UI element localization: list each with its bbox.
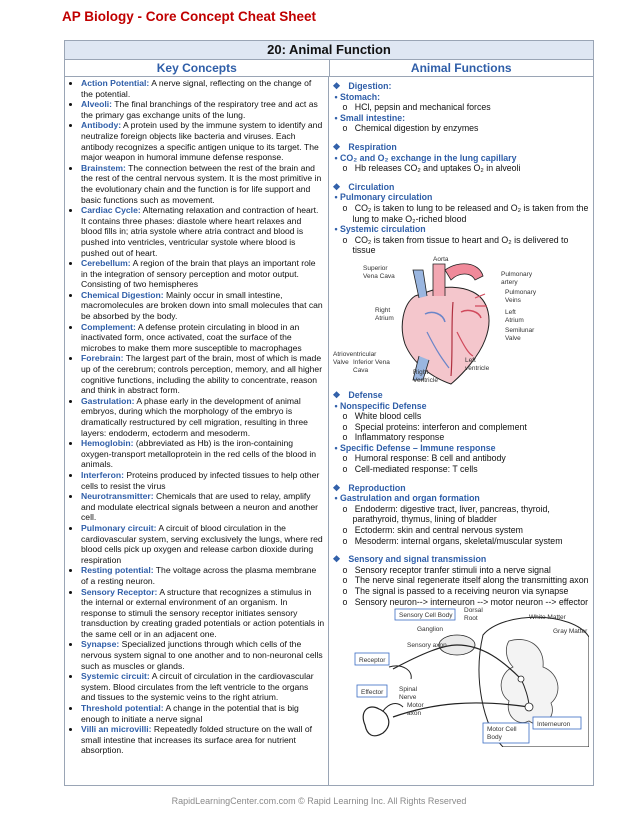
gastrulation-heading: • Gastrulation and organ formation <box>333 493 590 504</box>
pulmonary-heading: • Pulmonary circulation <box>333 192 590 203</box>
label-semilunar-valve: Semilunar Valve <box>504 326 534 342</box>
concept-definition: A change in the potential that is big enough to initiate a nerve signal <box>81 703 299 724</box>
specific-heading: • Specific Defense – Immune response <box>333 443 590 454</box>
heart-diagram <box>333 256 590 388</box>
concept-definition: A circuit of circulation in the cardiovascular system. Blood circulates from the left ventricle to the organs and tissues to the systemic veins to the right atrium. <box>81 671 314 703</box>
concept-item <box>81 470 325 491</box>
list-item: o The signal is passed to a receiving neuron via synapse <box>342 586 569 596</box>
concept-term: Chemical Digestion: <box>81 289 164 300</box>
concept-term: Pulmonary circuit: <box>81 522 157 533</box>
concept-item <box>81 396 325 438</box>
concept-item <box>81 523 325 565</box>
list-item: o Mesoderm: internal organs, skeletal/muscular system <box>342 535 563 546</box>
reproduction-heading: ❖ Reproduction <box>332 482 406 493</box>
list-item: o Cell-mediated response: T cells <box>342 464 478 475</box>
respiration-bullet: • CO₂ and O₂ exchange in the lung capillary <box>333 153 590 164</box>
concept-term: Neurotransmitter: <box>81 491 154 502</box>
concept-definition: Mainly occur in small intestine, macromolecules are broken down into small molecules that can be absorbed by the body. <box>81 289 323 322</box>
list-item: o The nerve sinal regenerate itself along the transmitting axon <box>342 575 589 586</box>
diamond-icon: ❖ <box>332 81 341 91</box>
list-item: o White blood cells <box>342 411 422 422</box>
concept-term: Cardiac Cycle: <box>81 205 141 216</box>
label-motor-cell-body: Motor Cell Body <box>486 726 517 742</box>
concept-definition: A region of the brain that plays an important role in the integration of sensory perception and motor output. Consisting of two hemispheres <box>81 258 316 290</box>
label-left-ventricle: Left ventricle <box>464 356 489 372</box>
chapter-title: 20: Animal Function <box>65 41 593 60</box>
animal-functions-column <box>329 77 594 785</box>
label-sensory-axon: Sensory axon <box>406 642 447 650</box>
concept-term: Systemic circuit: <box>81 671 150 682</box>
label-right-ventricle: Right Ventricle <box>412 368 438 384</box>
list-item: o HCl, pepsin and mechanical forces <box>342 102 491 113</box>
concept-item <box>81 438 325 470</box>
page-footer: RapidLearningCenter.com.com © Rapid Learning Inc. All Rights Reserved <box>171 796 467 806</box>
concept-item <box>81 587 325 640</box>
concept-definition: Proteins produced by infected tissues to help other cells to resist the virus <box>81 469 320 491</box>
concept-item <box>81 163 325 205</box>
list-item: o Chemical digestion by enzymes <box>342 123 479 134</box>
concept-definition: The connection between the rest of the brain and the rest of the central nervous system. It is the most primitive in the evolutionary chain and the function is for life support and basic functions such as movement. <box>81 162 322 205</box>
concept-term: Resting potential: <box>81 565 154 576</box>
diamond-icon: ❖ <box>332 389 341 400</box>
concept-item <box>81 290 325 322</box>
concept-item <box>81 671 325 703</box>
concept-definition: A circuit of blood circulation in the cardiovascular system, serving exclusively the lungs, where red blood cells pick up oxygen and release carbon dioxide during respiration <box>81 522 323 565</box>
concept-item <box>81 565 325 586</box>
label-effector: Effector <box>360 689 383 697</box>
label-pulmonary-veins: Pulmonary Veins <box>504 288 536 304</box>
concept-item <box>81 322 325 354</box>
label-right-atrium: Right Atrium <box>374 306 394 322</box>
concept-definition: Specialized junctions through which cells of the nervous system signal to one another and to non-neuronal cells such as muscles or glands. <box>81 639 323 671</box>
concept-item <box>81 639 325 671</box>
nonspecific-heading: • Nonspecific Defense <box>333 401 590 412</box>
intestine-heading: • Small intestine: <box>333 113 590 124</box>
list-item: o Humoral response: B cell and antibody <box>342 453 506 464</box>
concept-definition: The largest part of the brain, most of which is made up of the cerebrum; controls perception, memory, and all higher cognitive functions, including the ability to concentrate, reason and think in abstract form. <box>81 353 323 396</box>
concept-term: Interferon: <box>81 469 124 480</box>
reflex-arc-diagram <box>333 607 590 747</box>
concept-definition: A defense protein circulating in blood in an inactivated form, once activated, coat the surface of the microbes to make them more susceptible to macrophages <box>81 321 302 353</box>
concept-definition: Alternating relaxation and contraction of heart. It contains three phases: diastole where heart relaxes and blood fills in; atria systole where atria contract and blood is pushed into ventricles, ventricular systole where blood is pushed out of heart. <box>81 205 319 258</box>
concept-item <box>81 353 325 395</box>
diamond-icon: ❖ <box>332 181 341 192</box>
list-item: o Sensory receptor tranfer stimuli into a nerve signal <box>342 564 551 575</box>
concept-definition: Chemicals that are used to relay, amplify and modulate electrical signals between a neuron and another cell. <box>81 491 318 523</box>
concept-term: Synapse: <box>81 639 120 650</box>
concept-item <box>81 120 325 162</box>
concept-term: Antibody: <box>81 120 122 131</box>
concept-term: Gastrulation: <box>81 395 135 406</box>
concept-term: Villi an microvilli: <box>81 724 152 735</box>
concept-term: Sensory Receptor: <box>81 586 158 597</box>
label-left-atrium: Left Atrium <box>504 308 524 324</box>
column-headers <box>65 60 593 77</box>
concept-term: Forebrain: <box>81 353 124 364</box>
digestion-heading: ❖ Digestion: <box>332 81 392 91</box>
label-aorta: Aorta <box>432 255 449 263</box>
concept-term: Hemoglobin: <box>81 438 134 449</box>
concept-item <box>81 491 325 523</box>
list-item: o Ectoderm: skin and central nervous system <box>342 525 523 536</box>
concept-definition: The voltage across the plasma membrane of a resting neuron. <box>81 565 317 586</box>
label-av-valve: Atrioventricular Valve <box>332 350 376 366</box>
key-concepts-column <box>65 77 329 785</box>
concept-definition: A protein used by the immune system to identify and neutralize foreign objects like bacteria and viruses. Each antibody recognizes a specific antigen unique to its target. The major weapon in humoral immune defense response. <box>81 120 323 163</box>
diamond-icon: ❖ <box>332 141 341 152</box>
page-title: AP Biology - Core Concept Cheat Sheet <box>62 9 317 24</box>
concept-item <box>81 78 325 99</box>
concept-term: Action Potential: <box>81 78 150 88</box>
concept-definition: A structure that recognizes a stimulus in the internal or external environment of an organism. In response to stimuli the sensory receptor initiates sensory transduction by creating graded potentials or action potentials in the same cell or in an adjacent one. <box>81 586 325 639</box>
concept-term: Brainstem: <box>81 162 126 173</box>
key-concepts-heading: Key Concepts <box>65 60 330 76</box>
respiration-heading: ❖ Respiration <box>332 141 397 152</box>
stomach-heading: • Stomach: <box>333 92 590 103</box>
list-item: o CO₂ is taken to lung to be released and O₂ is taken from the lung to make O₂-riched blood <box>342 202 589 224</box>
diamond-icon: ❖ <box>332 482 341 493</box>
concept-definition: The final branchings of the respiratory tree and act as the primary gas exchange units of the lung. <box>81 99 318 120</box>
systemic-heading: • Systemic circulation <box>333 224 590 235</box>
concept-term: Complement: <box>81 321 136 332</box>
label-receptor: Receptor <box>358 657 385 665</box>
diamond-icon: ❖ <box>332 554 341 565</box>
concept-item <box>81 258 325 290</box>
label-dorsal-root: Dorsal Root <box>463 607 483 623</box>
concept-item <box>81 205 325 258</box>
label-sensory-cell-body: Sensory Cell Body <box>398 612 452 620</box>
label-white-matter: White Matter <box>528 614 566 622</box>
concept-definition: A nerve signal, reflecting on the change of the potential. <box>81 78 312 99</box>
label-spinal-nerve: Spinal Nerve <box>398 686 417 702</box>
list-item: o Endoderm: digestive tract, liver, pancreas, thyroid, parathyroid, thymus, lining of bladder <box>342 503 550 525</box>
concept-list <box>68 78 325 756</box>
label-motor-axon: Motor axon <box>406 702 424 718</box>
list-item: o CO₂ is taken from tissue to heart and O₂ is delivered to tissue <box>342 234 569 256</box>
animal-functions-heading: Animal Functions <box>410 61 512 75</box>
concept-item <box>81 724 325 756</box>
label-pulmonary-artery: Pulmonary artery <box>500 270 532 286</box>
concept-definition: (abbreviated as Hb) is the iron-containing oxygen-transport metalloprotein in the red cells of the blood in animals. <box>81 438 317 470</box>
list-item: o Inflammatory response <box>342 432 445 443</box>
label-svc: Superior Vena Cava <box>362 264 395 280</box>
list-item: o Hb releases CO₂ and uptakes O₂ in alveoli <box>342 163 521 174</box>
concept-definition: Repeatedly folded structure on the wall of small intestine that increases its surface area for nutrient absorption. <box>81 724 313 756</box>
concept-item <box>81 703 325 724</box>
list-item: o Special proteins: interferon and complement <box>342 421 527 432</box>
label-ivc: Inferior Vena Cava <box>352 358 390 374</box>
label-interneuron: Interneuron <box>536 721 570 729</box>
circulation-heading: ❖ Circulation <box>332 181 395 192</box>
concept-term: Cerebellum: <box>81 258 131 269</box>
concept-definition: A phase early in the development of animal embryos, during which the morphology of the embryo is dramatically restructured by cell migration, resulting in three layers: endoderm, ectoderm and mesoderm. <box>81 395 308 438</box>
concept-term: Threshold potential: <box>81 703 164 714</box>
defense-heading: ❖ Defense <box>332 389 383 400</box>
label-ganglion: Ganglion <box>416 626 443 634</box>
concept-item <box>81 99 325 120</box>
sensory-heading: ❖ Sensory and signal transmission <box>332 554 487 565</box>
label-gray-matter: Gray Matter <box>552 628 587 636</box>
list-item: o Sensory neuron--> interneuron --> motor neuron --> effector <box>342 596 589 607</box>
concept-term: Alveoli: <box>81 99 113 110</box>
cheat-sheet <box>64 40 594 786</box>
